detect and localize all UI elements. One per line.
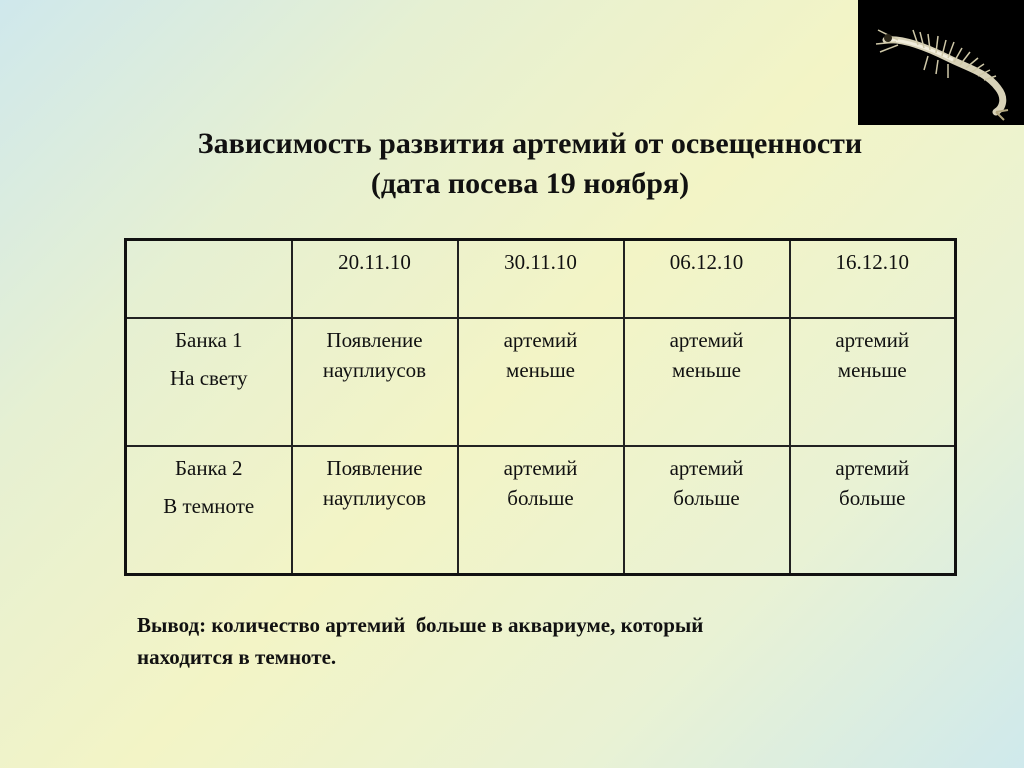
table-cell (790, 446, 956, 574)
cell-line: науплиусов (322, 357, 427, 382)
cell-line: артемий (835, 456, 910, 481)
cell-line: больше (839, 486, 906, 511)
row-label-line: В темноте (163, 494, 255, 519)
cell-line: артемий (503, 327, 578, 352)
cell-line: артемий (669, 456, 744, 481)
cell-line: меньше (672, 357, 741, 382)
table-header-row (126, 240, 956, 318)
conclusion-line-2: находится в темноте. (137, 645, 337, 669)
table-cell (624, 446, 790, 574)
header-cell-date: 16.12.10 (790, 240, 956, 318)
conclusion-line-1: Вывод: количество артемий больше в аквариуме, который (137, 613, 704, 637)
table-cell (292, 318, 458, 446)
table-row (126, 446, 956, 574)
row-label (126, 318, 292, 446)
header-cell-date: 06.12.10 (624, 240, 790, 318)
table-cell (458, 318, 624, 446)
cell-line: меньше (506, 357, 575, 382)
title-line-1: Зависимость развития артемий от освещенности (197, 127, 863, 160)
row-label-line: Банка 2 (174, 456, 243, 481)
cell-line: больше (673, 486, 740, 511)
cell-line: артемий (835, 327, 910, 352)
table-cell (790, 318, 956, 446)
header-cell-empty (126, 240, 292, 318)
artemia-shrimp-icon (858, 0, 1024, 125)
cell-line: больше (507, 486, 574, 511)
row-label (126, 446, 292, 574)
artemia-photo (858, 0, 1024, 125)
table-cell (624, 318, 790, 446)
cell-line: артемий (669, 327, 744, 352)
results-table (124, 238, 957, 576)
cell-line: науплиусов (322, 486, 427, 511)
slide-title (130, 124, 930, 204)
table-cell (292, 446, 458, 574)
row-label-line: Банка 1 (174, 327, 243, 352)
header-cell-date: 20.11.10 (292, 240, 458, 318)
conclusion-text (137, 609, 857, 673)
title-line-2: (дата посева 19 ноября) (370, 167, 690, 200)
cell-line: артемий (503, 456, 578, 481)
cell-line: меньше (837, 357, 907, 382)
cell-line: Появление (326, 327, 423, 352)
table-cell (458, 446, 624, 574)
cell-line: Появление (326, 456, 423, 481)
row-label-line: На свету (169, 365, 248, 390)
header-cell-date: 30.11.10 (458, 240, 624, 318)
table-row (126, 318, 956, 446)
